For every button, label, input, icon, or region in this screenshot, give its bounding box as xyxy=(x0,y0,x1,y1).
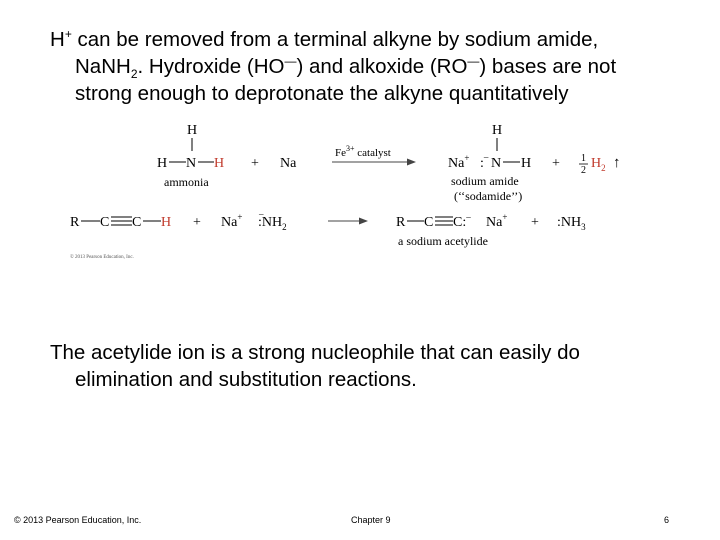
r1-prod-h-top: H xyxy=(492,123,503,138)
r1-arrow-head xyxy=(407,159,416,166)
r1-prod-h: H xyxy=(521,156,532,171)
r1-plus: + xyxy=(251,156,259,171)
subscript-2: 2 xyxy=(130,67,138,82)
acetylide-line-1: The acetylide ion is a strong nucleophile that can easily do xyxy=(50,341,580,364)
hydrogen-gas: $H_2$ xyxy=(591,156,606,173)
r2-arrow-head xyxy=(359,218,368,225)
r2-p-c1: C xyxy=(424,215,434,230)
gas-evolution-arrow: ↑ xyxy=(613,155,621,171)
footer-chapter: Chapter 9 xyxy=(351,515,391,525)
intro-line-1 xyxy=(50,26,700,53)
catalyst-label: $Fe^{3+}$ catalyst xyxy=(335,144,391,159)
r2-p-r: R xyxy=(396,215,406,230)
intro-line-2 xyxy=(75,53,700,80)
r1-n: N xyxy=(186,156,197,171)
label-sodium-amide: sodium amide xyxy=(451,174,519,188)
superscript-minus-2: — xyxy=(467,54,480,69)
r1-prod-na: Na+ xyxy=(448,153,470,171)
r2-plus-2: + xyxy=(531,215,539,230)
r2-c2: C xyxy=(132,215,142,230)
text-hydroxide: . Hydroxide (HO xyxy=(137,55,285,78)
r2-p-na: Na+ xyxy=(486,212,508,230)
label-sodamide: (‘‘sodamide’’) xyxy=(454,189,523,203)
acetylide-paragraph xyxy=(50,339,700,393)
superscript-minus-1: — xyxy=(284,54,297,69)
footer-page-number: 6 xyxy=(664,515,670,525)
text-bases: ) bases are not xyxy=(479,55,617,78)
r2-plus: + xyxy=(193,215,201,230)
scheme-copyright: © 2013 Pearson Education, Inc. xyxy=(70,255,134,260)
label-ammonia: ammonia xyxy=(164,175,209,189)
text-line1: can be removed from a terminal alkyne by sodium amide, xyxy=(71,28,599,51)
r1-h-right: H xyxy=(214,156,225,171)
intro-paragraph xyxy=(50,26,700,107)
fraction-numerator: 1 xyxy=(581,153,586,164)
text-line3: strong enough to deprotonate the alkyne quantitatively xyxy=(75,82,569,105)
reaction-scheme xyxy=(60,118,660,268)
text-h: H xyxy=(50,28,65,51)
text-alkoxide: ) and alkoxide (RO xyxy=(296,55,468,78)
r2-p-c2: C:– xyxy=(453,212,471,230)
footer-copyright: © 2013 Pearson Education, Inc. xyxy=(14,515,142,525)
r1-h-left: H xyxy=(157,156,168,171)
r2-r: R xyxy=(70,215,80,230)
r2-c1: C xyxy=(100,215,110,230)
acetylide-line-2: elimination and substitution reactions. xyxy=(75,368,417,391)
text-na: Na xyxy=(75,55,102,78)
r1-plus-2: + xyxy=(552,156,560,171)
label-acetylide: a sodium acetylide xyxy=(398,234,488,248)
text-nh: NH xyxy=(101,55,131,78)
r2-minus: – xyxy=(259,209,264,219)
superscript-plus: + xyxy=(64,27,72,42)
fraction-denominator: 2 xyxy=(581,165,586,176)
r2-na: Na+ xyxy=(221,212,243,230)
r2-nh2: $:NH_2$ xyxy=(258,215,287,232)
r1-na: Na xyxy=(280,156,297,171)
r2-h: H xyxy=(161,215,172,230)
r2-nh3: $:NH_3$ xyxy=(557,215,586,232)
r1-h-top: H xyxy=(187,123,198,138)
r1-prod-lone-pair: :– xyxy=(480,152,489,171)
r1-prod-n: N xyxy=(491,156,502,171)
intro-line-3 xyxy=(75,80,700,107)
